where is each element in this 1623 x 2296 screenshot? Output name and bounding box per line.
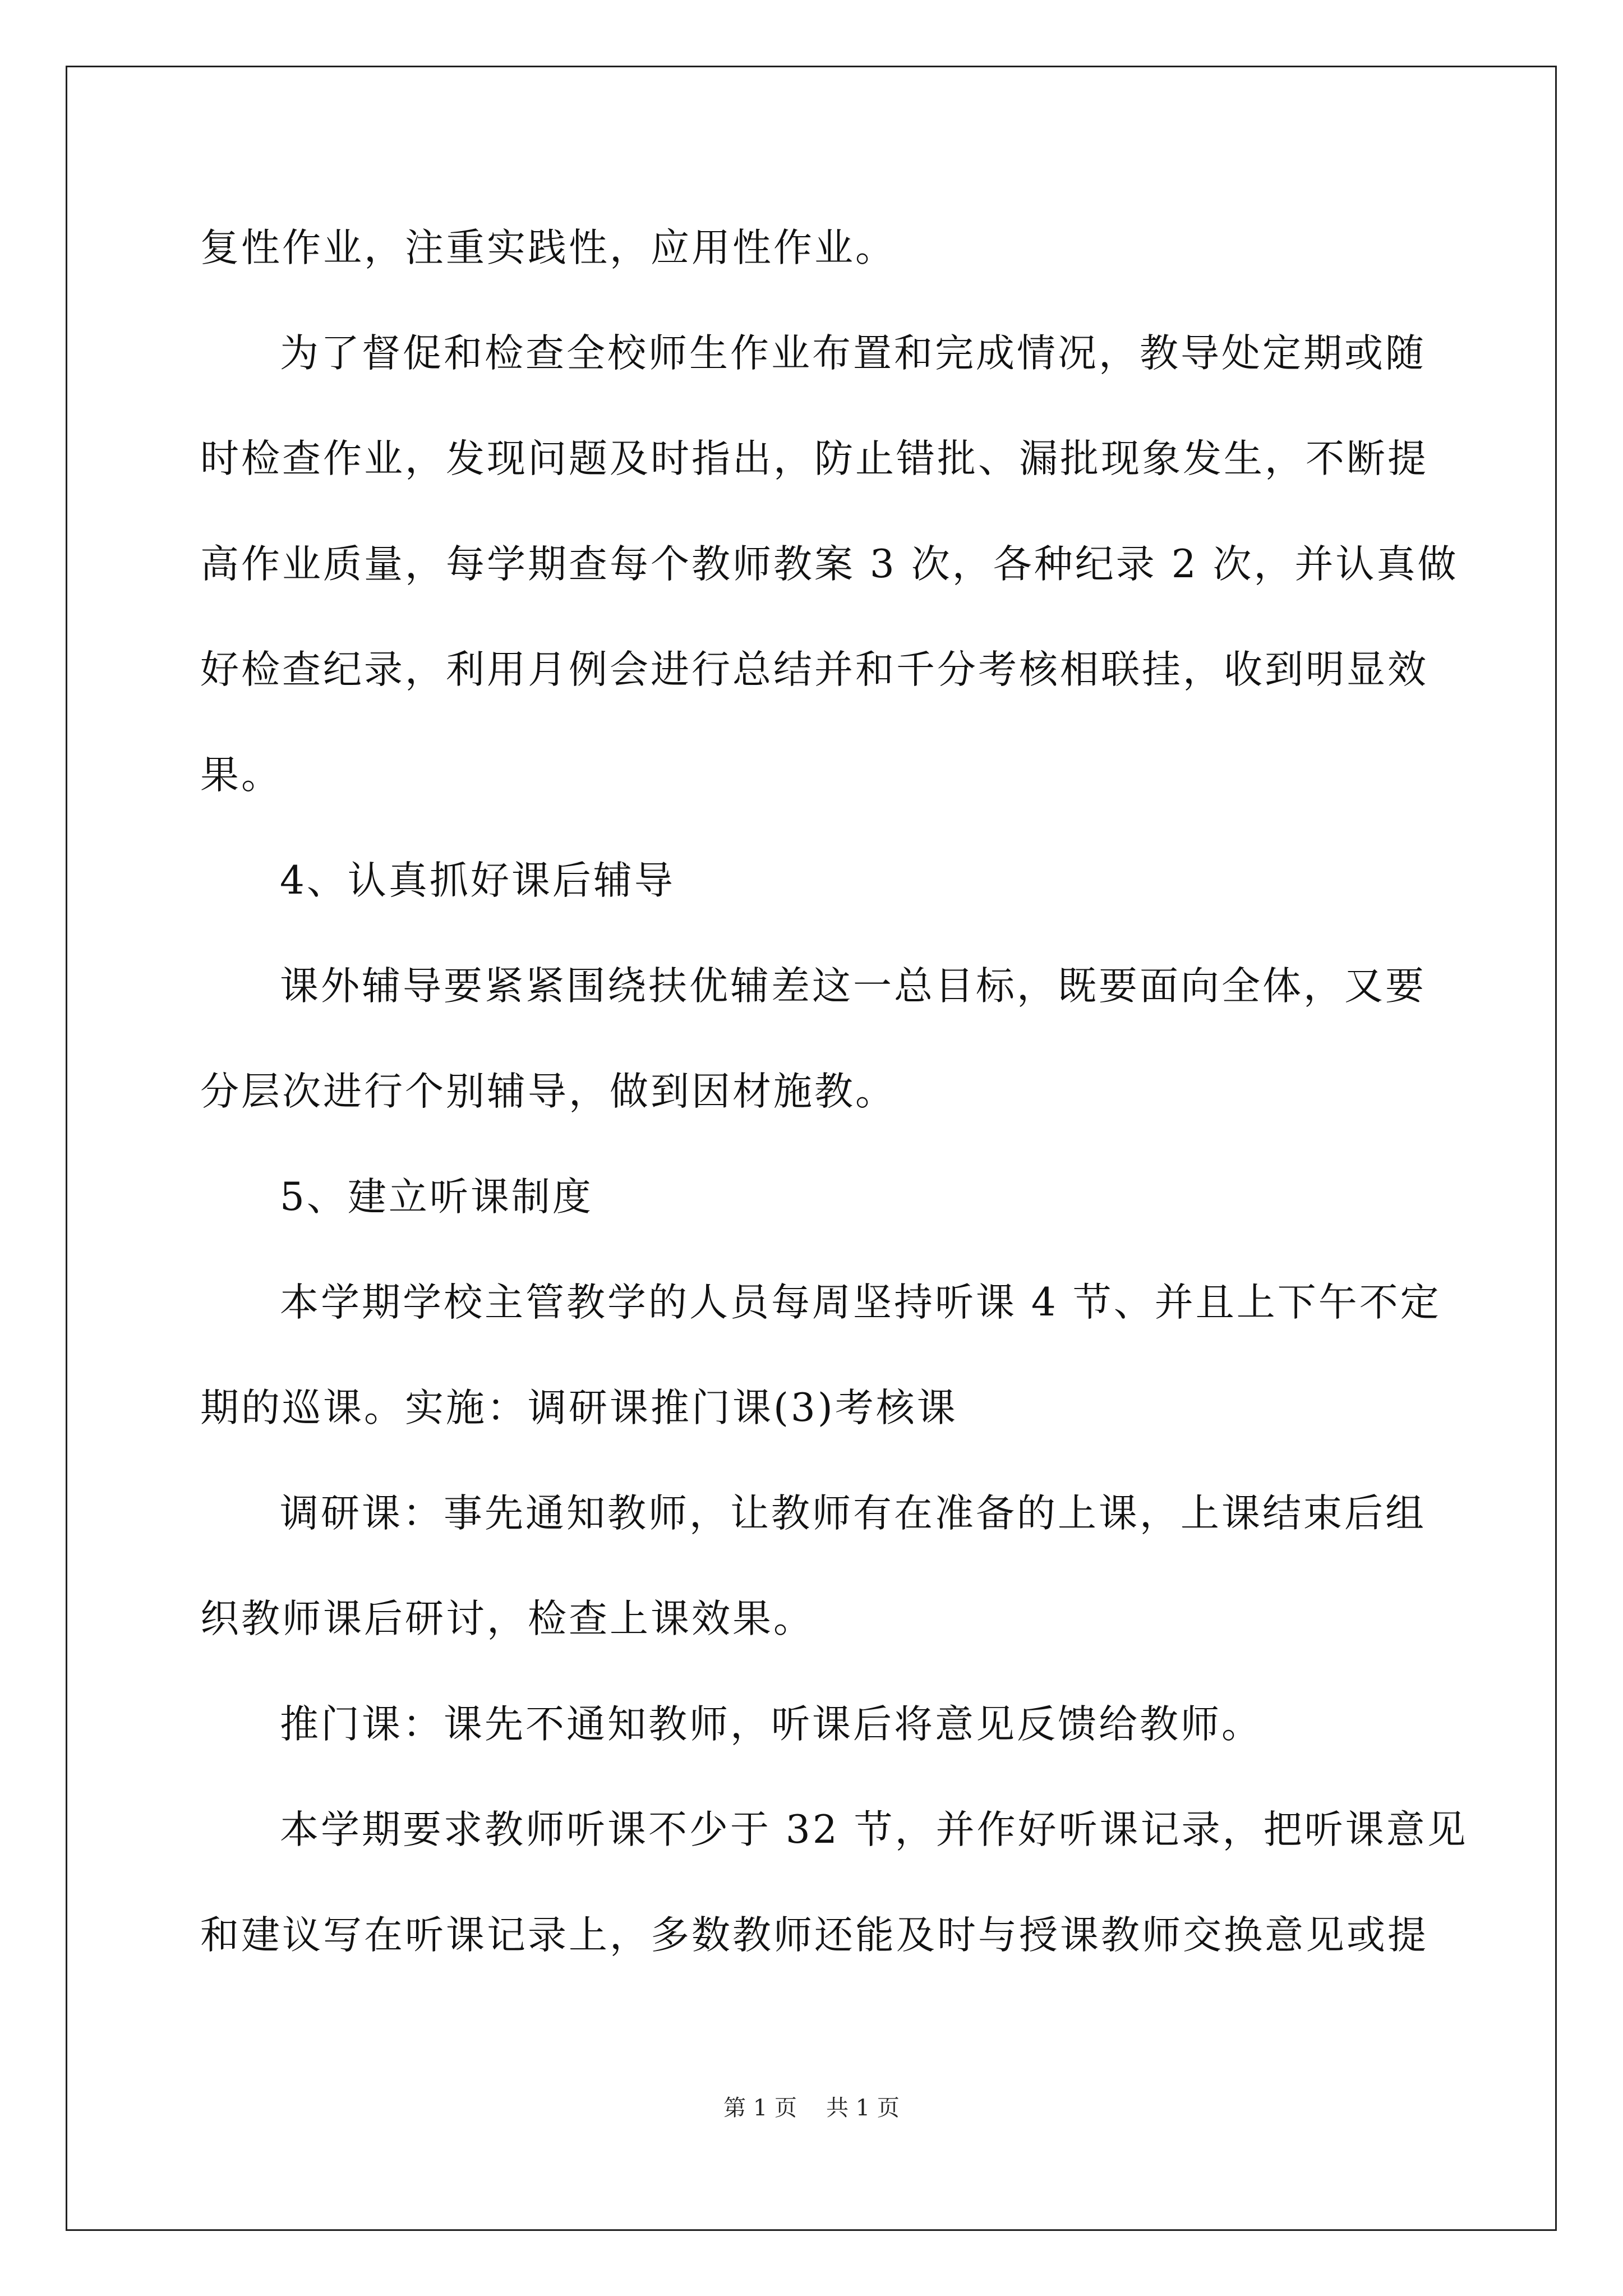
section-heading: 4、认真抓好课后辅导 (280, 858, 675, 903)
text-line: 好检查纪录，利用月例会进行总结并和千分考核相联挂，收到明显效 (200, 647, 1428, 692)
text-line: 织教师课后研讨，检查上课效果。 (200, 1596, 814, 1641)
page-number: 第 1 页 (723, 2095, 797, 2121)
page-total: 共 1 页 (826, 2095, 900, 2121)
text-line: 分层次进行个别辅导，做到因材施教。 (200, 1069, 896, 1114)
text-line: 时检查作业，发现问题及时指出，防止错批、漏批现象发生，不断提 (200, 436, 1428, 481)
text-line: 和建议写在听课记录上，多数教师还能及时与授课教师交换意见或提 (200, 1913, 1428, 1958)
text-line: 本学期学校主管教学的人员每周坚持听课 4 节、并且上下午不定 (280, 1280, 1441, 1325)
text-line: 果。 (200, 753, 282, 798)
section-heading: 5、建立听课制度 (280, 1175, 593, 1220)
text-line: 复性作业，注重实践性，应用性作业。 (200, 226, 896, 270)
text-line: 调研课：事先通知教师，让教师有在准备的上课，上课结束后组 (280, 1491, 1426, 1536)
text-line: 本学期要求教师听课不少于 32 节，并作好听课记录，把听课意见 (280, 1807, 1468, 1852)
page-footer (0, 2091, 1623, 2125)
text-line: 推门课：课先不通知教师，听课后将意见反馈给教师。 (280, 1702, 1262, 1747)
text-line: 高作业质量，每学期查每个教师教案 3 次，各种纪录 2 次，并认真做 (200, 542, 1459, 587)
text-line: 为了督促和检查全校师生作业布置和完成情况，教导处定期或随 (280, 331, 1426, 376)
text-line: 期的巡课。实施：调研课推门课(3)考核课 (200, 1386, 958, 1430)
text-line: 课外辅导要紧紧围绕扶优辅差这一总目标，既要面向全体，又要 (280, 964, 1426, 1009)
page-border (66, 66, 1557, 2231)
